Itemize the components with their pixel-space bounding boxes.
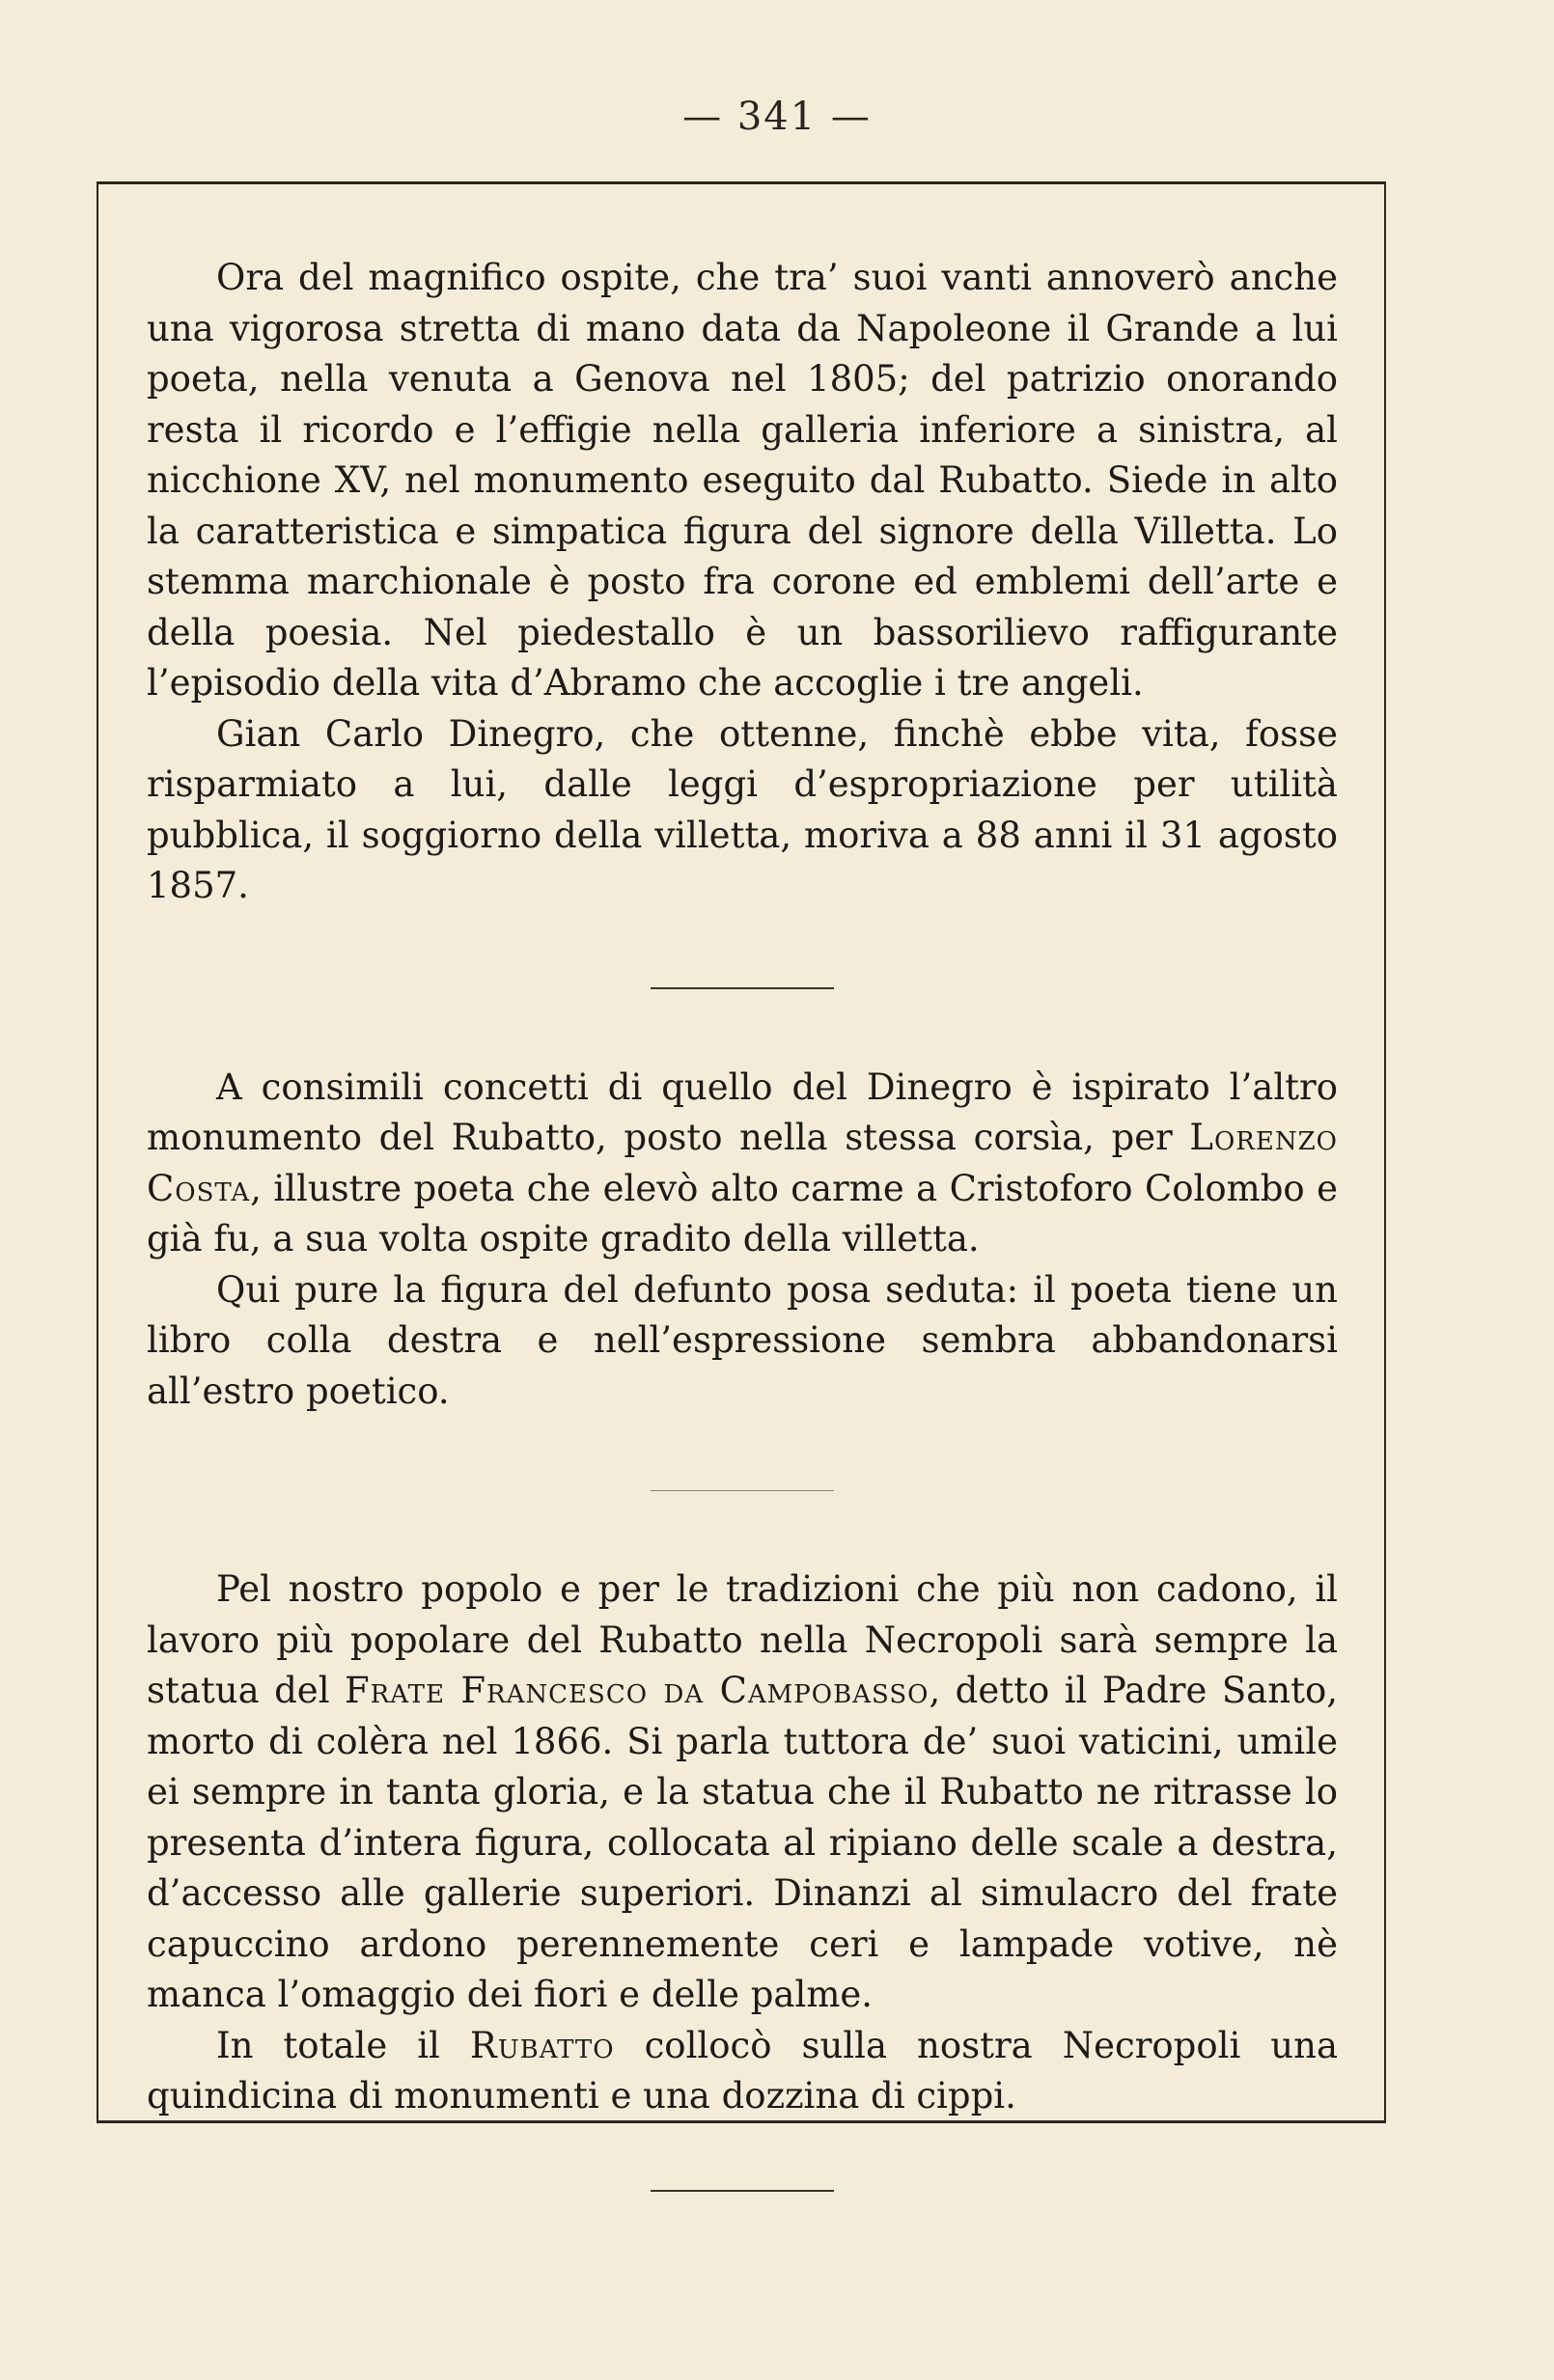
frame-left-rule	[97, 181, 98, 2123]
text-span: Pel nostro popolo e per le tradizioni che più non cadono, il lavoro più popolare del Rubatto nella Necropoli sarà sempre la statua del	[147, 1568, 1338, 1711]
text-span: In totale il	[216, 2024, 470, 2066]
paragraph-frate-statue	[147, 1564, 1338, 2021]
name-rubatto: Rubatto	[469, 2024, 615, 2066]
page-body	[147, 253, 1338, 2192]
paragraph-costa-figure: Qui pure la figura del defunto posa seduta: il poeta tiene un libro colla destra e nell’espressione sembra abbandonarsi all’estro poetico.	[147, 1268, 1338, 1412]
paragraph-rubatto-total	[147, 2021, 1338, 2122]
end-divider	[651, 2190, 834, 2192]
name-lorenzo-costa: Lorenzo Costa	[147, 1117, 1338, 1209]
frame-right-rule	[1384, 181, 1386, 2123]
text-span: collocò sulla nostra Necropoli una quindicina di monumenti e una dozzina di cippi.	[147, 2024, 1338, 2117]
paragraph-dinegro-death: Gian Carlo Dinegro, che ottenne, finchè ebbe vita, fosse risparmiato a lui, dalle leggi d’espropriazione per utilità pubblica, il soggiorno della villetta, moriva a 88 anni il 31 agosto 1857.	[147, 712, 1338, 906]
text-span: , illustre poeta che elevò alto carme a Cristoforo Colombo e già fu, a sua volta ospite gradito della villetta.	[147, 1167, 1338, 1259]
text-span: A consimili concetti di quello del Dinegro è ispirato l’altro monumento del Rubatto, posto nella stessa corsìa, per	[147, 1065, 1338, 1158]
frame-top-rule	[97, 181, 1386, 184]
paragraph-costa-monument	[147, 1063, 1338, 1265]
text-span: , detto il Padre Santo, morto di colèra nel 1866. Si parla tuttora de’ suoi vaticini, umile ei sempre in tanta gloria, e la statua che il Rubatto ne ritrasse lo presenta d’intera figura, collocata al ripiano delle scale a destra, d’accesso alle gallerie superiori. Dinanzi al simulacro del frate capuccino ardono perennemente ceri e lampade votive, nè manca l’omaggio dei fiori e delle palme.	[147, 1670, 1338, 2015]
name-frate-francesco: Frate Francesco da Campobasso	[345, 1670, 930, 1711]
page-number: — 341 —	[682, 95, 872, 139]
paragraph-dinegro-monument: Ora del magnifico ospite, che tra’ suoi vanti annoverò anche una vigorosa stretta di mano data da Napoleone il Grande a lui poeta, nella venuta a Genova nel 1805; del patrizio onorando resta il ricordo e l’effigie nella galleria inferiore a sinistra, al nicchione XV, nel monumento eseguito dal Rubatto. Siede in alto la caratteristica e simpatica figura del signore della Villetta. Lo stemma marchionale è posto fra corone ed emblemi dell’arte e della poesia. Nel piedestallo è un bassorilievo raffigurante l’episodio della vita d’Abramo che accoglie i tre angeli.	[147, 257, 1338, 704]
